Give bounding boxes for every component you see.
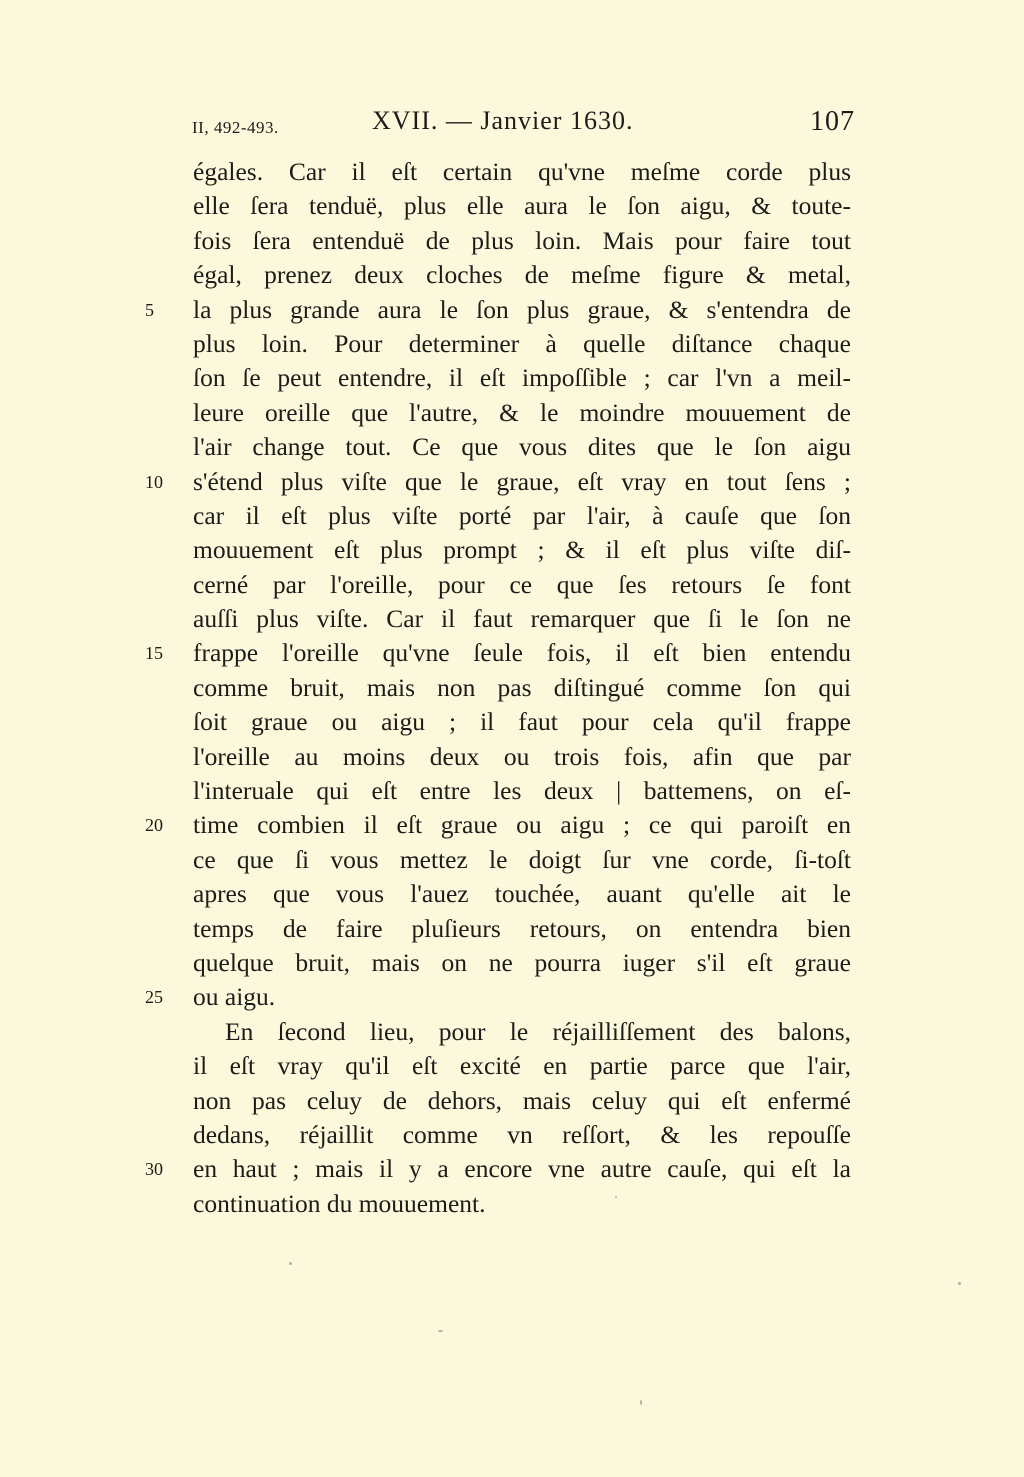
print-speck [958, 1282, 961, 1285]
text-line [193, 361, 851, 395]
line-number: 10 [145, 471, 163, 492]
line-number: 30 [145, 1159, 163, 1180]
print-speck [289, 1262, 292, 1265]
running-head [0, 104, 1024, 148]
line-text: l'interuale qui eſt entre les deux | battemens, on eſ- [193, 776, 851, 806]
line-text: s'étend plus viſte que le graue, eſt vray en tout ſens ; [193, 466, 851, 496]
line-text: car il eſt plus viſte porté par l'air, à cauſe que ſon [193, 500, 851, 530]
body-text [145, 155, 851, 1221]
line-text: temps de faire pluſieurs retours, on entendra bien [193, 913, 851, 943]
text-line [193, 224, 851, 258]
text-line [193, 602, 851, 636]
print-speck [438, 1330, 443, 1332]
text-line [193, 1015, 851, 1049]
line-text: ce que ſi vous mettez le doigt ſur vne corde, ſi-toſt [193, 844, 851, 874]
line-text: ſon ſe peut entendre, il eſt impoſſible ; car l'vn a meil- [193, 363, 851, 393]
line-text: égales. Car il eſt certain qu'vne meſme corde plus [193, 157, 851, 186]
line-text: ſoit graue ou aigu ; il faut pour cela qu'il frappe [193, 707, 851, 737]
text-line [193, 568, 851, 602]
text-line [193, 774, 851, 808]
line-text: En ſecond lieu, pour le réjailliſſement des balons, [225, 1016, 851, 1046]
text-line [193, 843, 851, 877]
text-line [145, 293, 851, 327]
text-line [193, 740, 851, 774]
text-line [193, 327, 851, 361]
line-text: continuation du mouuement. [193, 1188, 486, 1218]
text-line [145, 636, 851, 670]
line-text: plus loin. Pour determiner à quelle diſtance chaque [193, 328, 851, 358]
line-text: mouuement eſt plus prompt ; & il eſt plus viſte diſ- [193, 535, 851, 565]
page-number: 107 [810, 106, 855, 137]
letter-heading: XVII. — Janvier 1630. [372, 106, 634, 135]
line-text: comme bruit, mais non pas diſtingué comme ſon qui [193, 672, 851, 702]
volume-page-reference: II, 492-493. [192, 118, 279, 137]
line-text: en haut ; mais il y a encore vne autre cauſe, qui eſt la [193, 1154, 851, 1184]
line-text: time combien il eſt graue ou aigu ; ce qui paroiſt en [193, 810, 851, 840]
text-line [193, 1118, 851, 1152]
line-text: il eſt vray qu'il eſt excité en partie parce que l'air, [193, 1051, 851, 1081]
line-text: non pas celuy de dehors, mais celuy qui eſt enfermé [193, 1085, 851, 1115]
text-line [193, 533, 851, 567]
line-text: apres que vous l'auez touchée, auant qu'elle ait le [193, 879, 851, 909]
line-number: 5 [145, 299, 154, 320]
text-line [193, 1084, 851, 1118]
line-text: l'oreille au moins deux ou trois fois, afin que par [193, 741, 851, 771]
line-text: dedans, réjaillit comme vn reſſort, & les repouſſe [193, 1119, 851, 1149]
line-text: égal, prenez deux cloches de meſme figure & metal, [193, 260, 851, 290]
text-line [193, 1049, 851, 1083]
line-text: leure oreille que l'autre, & le moindre mouuement de [193, 397, 851, 427]
line-text: la plus grande aura le ſon plus graue, & s'entendra de [193, 294, 851, 324]
text-line [193, 189, 851, 223]
text-line [193, 499, 851, 533]
text-line [193, 430, 851, 464]
text-line [193, 396, 851, 430]
line-text: elle ſera tenduë, plus elle aura le ſon aigu, & toute- [193, 191, 851, 221]
line-number: 25 [145, 987, 163, 1008]
line-text: fois ſera entenduë de plus loin. Mais pour faire tout [193, 225, 851, 255]
text-line [193, 877, 851, 911]
line-text: quelque bruit, mais on ne pourra iuger s'il eſt graue [193, 947, 851, 977]
line-text: cerné par l'oreille, pour ce que ſes retours ſe font [193, 569, 851, 599]
text-line [193, 155, 851, 189]
text-line [145, 808, 851, 842]
text-line [193, 912, 851, 946]
text-line [193, 705, 851, 739]
line-number: 15 [145, 643, 163, 664]
text-line [193, 946, 851, 980]
text-line [193, 671, 851, 705]
text-line [193, 258, 851, 292]
text-line [145, 1152, 851, 1186]
line-text: auſſi plus viſte. Car il faut remarquer que ſi le ſon ne [193, 604, 851, 634]
line-number: 20 [145, 815, 163, 836]
line-text: frappe l'oreille qu'vne ſeule fois, il eſt bien entendu [193, 638, 851, 668]
print-speck [640, 1400, 642, 1405]
text-line [193, 1187, 851, 1221]
line-text: l'air change tout. Ce que vous dites que le ſon aigu [193, 432, 851, 462]
line-text: ou aigu. [193, 982, 276, 1012]
print-speck [615, 1196, 617, 1198]
text-line [145, 465, 851, 499]
text-line [145, 980, 851, 1014]
